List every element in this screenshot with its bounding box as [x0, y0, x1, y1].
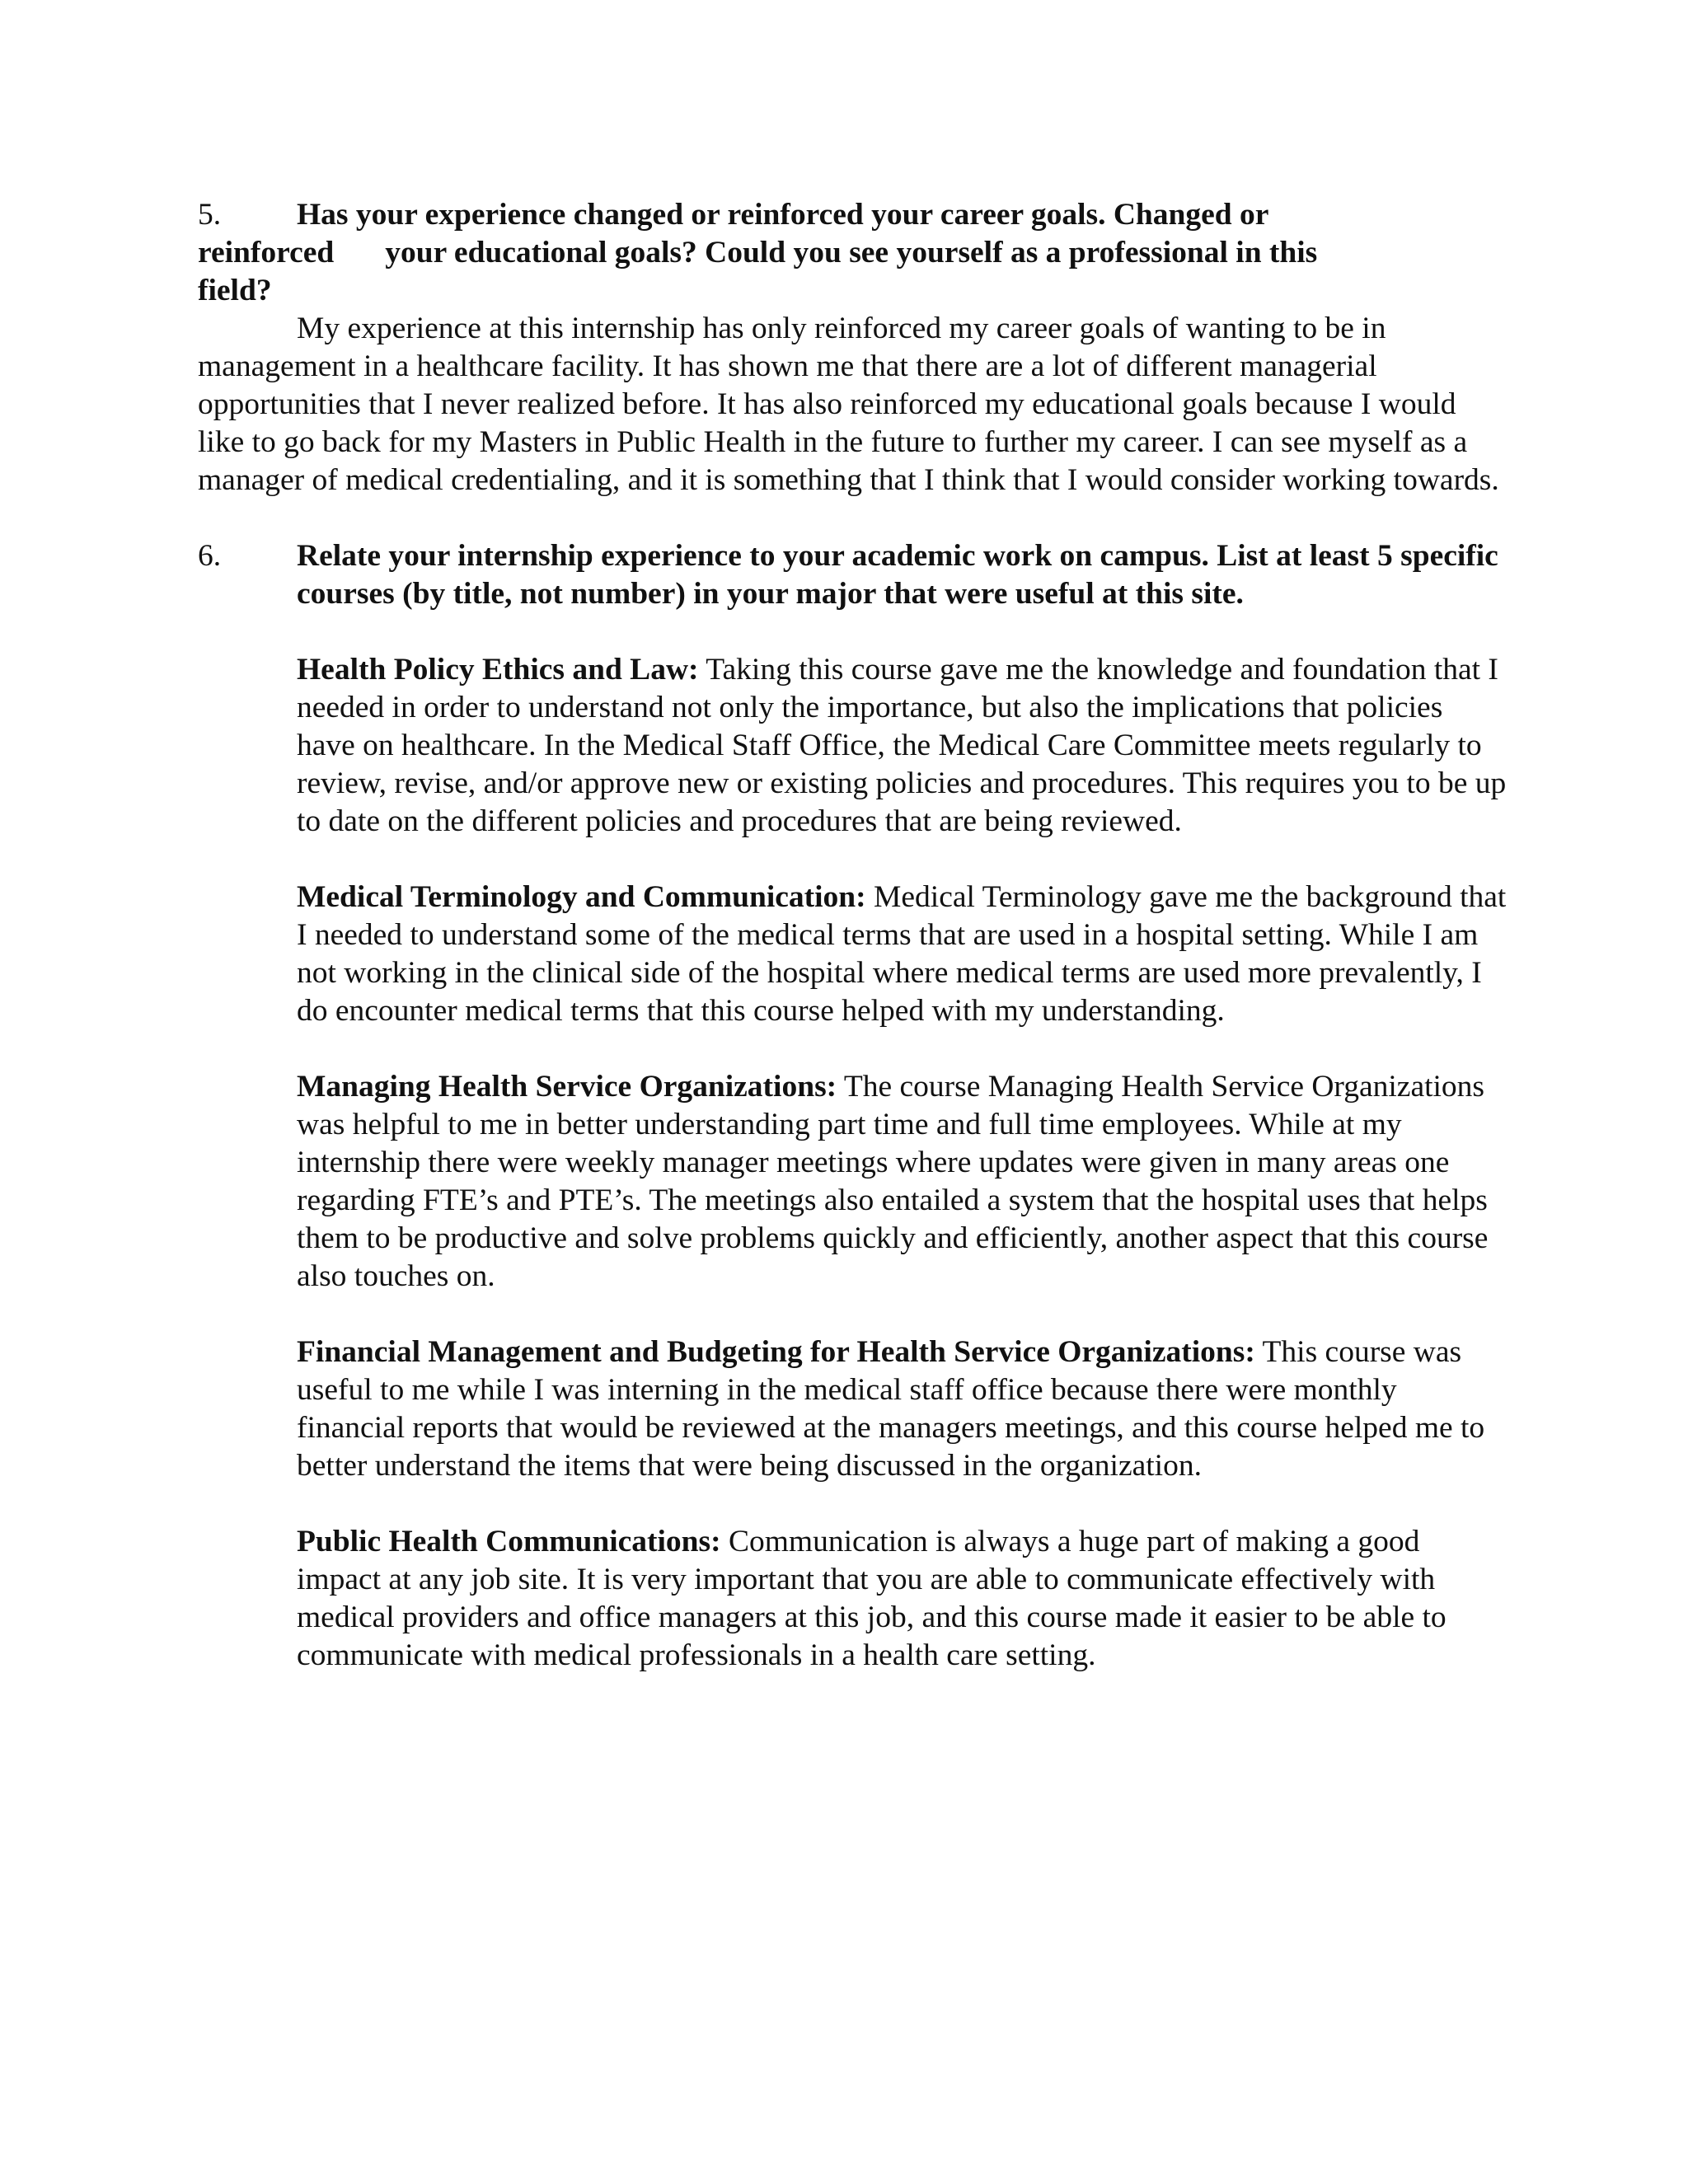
course-title: Public Health Communications:: [297, 1525, 721, 1558]
question-5-number: 5.: [198, 198, 222, 232]
course-entry: [297, 1523, 1508, 1675]
course-title: Financial Management and Budgeting for Health Service Organizations:: [297, 1335, 1255, 1369]
document-body: [198, 196, 1508, 1675]
question-5-line-2: [198, 234, 1508, 272]
course-entry: [297, 879, 1508, 1030]
course-title: Health Policy Ethics and Law:: [297, 653, 699, 687]
course-title: Medical Terminology and Communication:: [297, 880, 866, 914]
course-description: Taking this course gave me the knowledge and foundation that I needed in order to understand not only the importance, but also the implications that policies have on healthcare. In the Medical Staff Office, the Medical Care Committee meets regularly to review, revise, and/or approve new or existing policies and procedures. This requires you to be up to date on the different policies and procedures that are being reviewed.: [297, 653, 1507, 838]
question-5-line-1: [198, 196, 1508, 234]
question-6-number: 6.: [198, 539, 222, 573]
course-entry: [297, 651, 1508, 841]
question-5-heading: [198, 196, 1508, 310]
course-description: The course Managing Health Service Organizations was helpful to me in better understanding part time and full time employees. While at my internship there were weekly manager meetings where updates were given in many areas one regarding FTE’s and PTE’s. The meetings also entailed a system that the hospital uses that helps them to be productive and solve problems quickly and efficiently, another aspect that this course also touches on.: [297, 1070, 1489, 1293]
course-entry: [297, 1333, 1508, 1485]
question-6-heading: Relate your internship experience to your academic work on campus. List at least 5 specific courses (by title, not number) in your major that were useful at this site.: [297, 539, 1498, 611]
course-description: Communication is always a huge part of making a good impact at any job site. It is very important that you are able to communicate effectively with medical providers and office managers at this job, and this course made it easier to be able to communicate with medical professionals in a health care setting.: [297, 1525, 1447, 1672]
course-entry: [297, 1068, 1508, 1296]
question-6: [198, 537, 1508, 613]
question-5-line-1-text: Has your experience changed or reinforced your career goals. Changed or: [297, 198, 1269, 232]
question-5-line-3: field?: [198, 274, 272, 307]
course-title: Managing Health Service Organizations:: [297, 1070, 837, 1104]
question-5-answer: My experience at this internship has only reinforced my career goals of wanting to be in management in a healthcare facility. It has shown me that there are a lot of different managerial opportunities that I never realized before. It has also reinforced my educational goals because I would like to go back for my Masters in Public Health in the future to further my career. I can see myself as a manager of medical credentialing, and it is something that I think that I would consider working towards.: [198, 312, 1499, 497]
course-description: This course was useful to me while I was interning in the medical staff office because there were monthly financial reports that would be reviewed at the managers meetings, and this course helped me to better understand the items that were being discussed in the organization.: [297, 1335, 1485, 1483]
question-5-line-2a-text: reinforced: [198, 236, 335, 269]
question-5-line-2b-text: your educational goals? Could you see yourself as a professional in this: [385, 236, 1318, 269]
course-description: Medical Terminology gave me the background that I needed to understand some of the medical terms that are used in a hospital setting. While I am not working in the clinical side of the hospital where medical terms are used more prevalently, I do encounter medical terms that this course helped with my understanding.: [297, 880, 1507, 1028]
